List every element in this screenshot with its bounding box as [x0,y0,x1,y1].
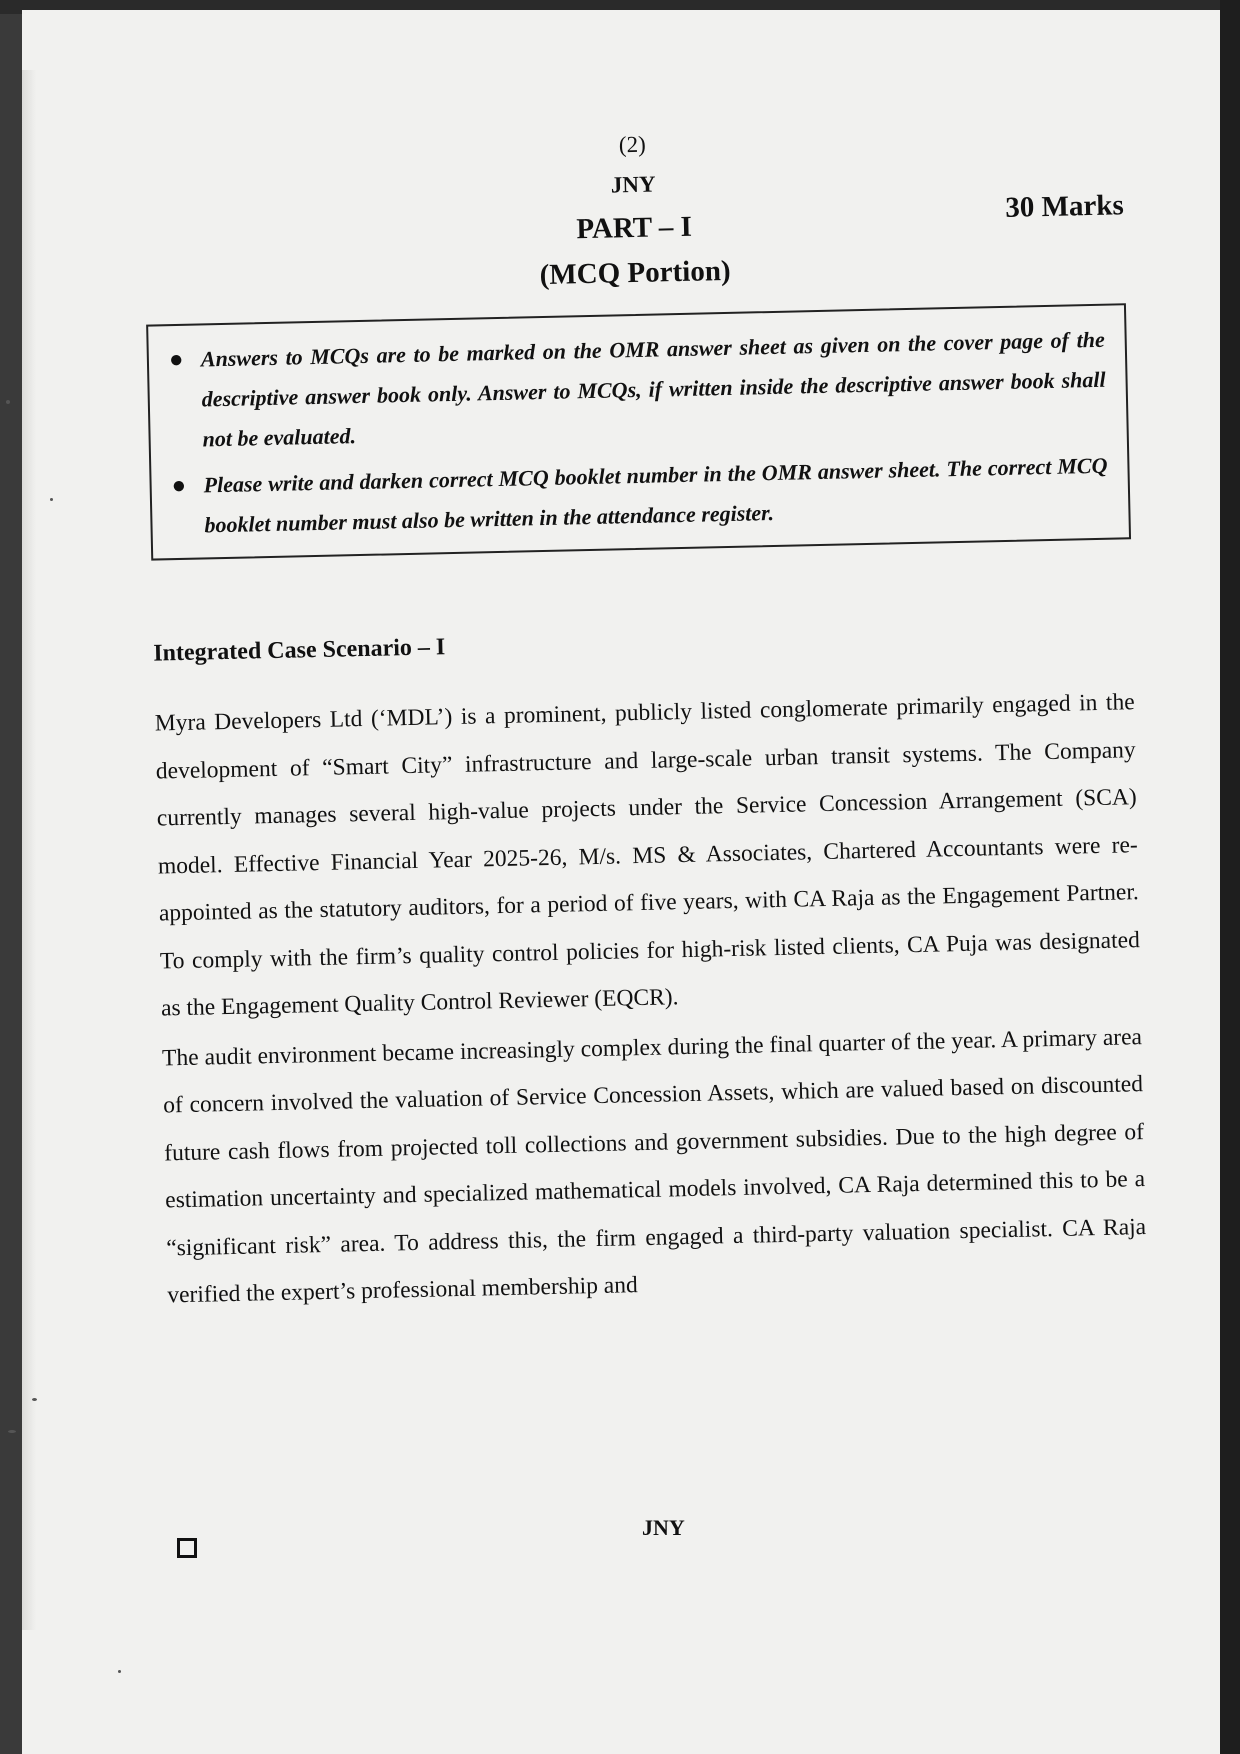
scan-speck [32,1398,37,1401]
scan-speck [50,498,53,501]
instruction-text: Please write and darken correct MCQ booklet number in the OMR answer sheet. The correct MCQ booklet number must also be written in the attendance register. [203,452,1108,538]
scan-right-border [1220,0,1240,1754]
part-title: PART – I [576,210,693,246]
page-number: (2) [618,131,646,158]
page-edge-shadow [22,70,36,1630]
paper-code-bottom: JNY [642,1515,685,1540]
bullet-icon: ● [171,472,187,500]
marks-label: 30 Marks [1005,189,1125,224]
scanned-page [22,10,1220,1754]
registration-mark-icon [177,1538,197,1558]
bullet-icon: ● [168,346,184,374]
portion-title: (MCQ Portion) [539,254,731,292]
scan-speck [8,1430,16,1433]
instruction-text: Answers to MCQs are to be marked on the OMR answer sheet as given on the cover page of the descriptive answer book only. Answer to MCQs, if written inside the descriptive answer book shall not be evaluated. [200,326,1106,452]
scan-speck [118,1670,121,1673]
case-paragraph: Myra Developers Ltd (‘MDL’) is a prominent, publicly listed conglomerate primarily engaged in the development of “Smart City” infrastructure and large-scale urban transit systems. The Company currently manages several high-value projects under the Service Concession Arrangement (SCA) model. Effective Financial Year 2025-26, M/s. MS & Associates, Chartered Accountants were re-appointed as the statutory auditors, for a period of five years, with CA Raja as the Engagement Partner. To comply with the firm’s quality control policies for high-risk listed clients, CA Puja was designated as the Engagement Quality Control Reviewer (EQCR). [154,689,1141,1022]
case-scenario-title: Integrated Case Scenario – I [153,634,446,667]
case-paragraph: The audit environment became increasingly complex during the final quarter of the year. A primary area of concern involved the valuation of Service Concession Assets, which are valued based on discounted future cash flows from projected toll collections and government subsidies. Due to the high degree of estimation uncertainty and specialized mathematical models involved, CA Raja determined this to be a “significant risk” area. To address this, the firm engaged a third-party valuation specialist. CA Raja verified the expert’s professional membership and [161,1023,1147,1309]
scan-speck [6,400,10,404]
paper-code-top: JNY [610,171,656,198]
instruction-item [162,320,1106,461]
instruction-item [165,446,1109,547]
instructions-box [146,303,1131,560]
page-content [142,119,1147,1320]
